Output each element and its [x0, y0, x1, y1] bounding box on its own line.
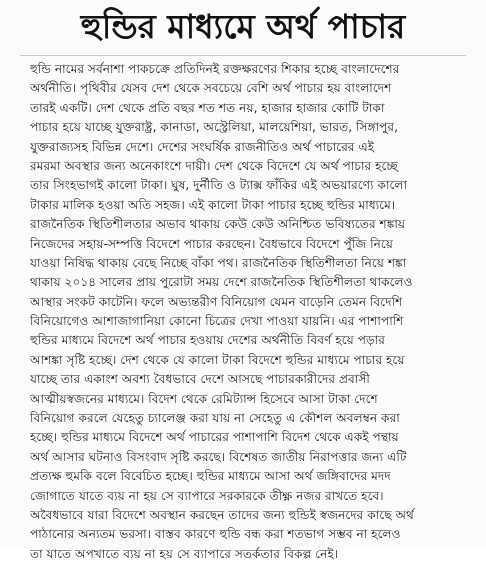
body-line: অর্থ আসার ঘটনাও বিসংবাদ সৃষ্টি করছে। বিশেষত জাতীয় নিরাপত্তার জন্য এটি [30, 449, 407, 464]
body-line: আশঙ্কা সৃষ্টি হচ্ছে। দেশ থেকে যে কালো টাকা বিদেশে হুন্ডির মাধ্যমে পাচার হয়ে [30, 352, 405, 367]
body-line: রাজনৈতিক স্থিতিশীলতার অভাব থাকায় কেউ কেউ অনিশ্চিত ভবিষ্যতের শঙ্কায় [30, 217, 406, 232]
body-line: তা যাতে অপখাতে ব্যয় না হয় সে ব্যাপারে সতর্কতার বিকল্প নেই। [30, 546, 339, 561]
body-line: তারই একটি। দেশ থেকে প্রতি বছর শত শত নয়, হাজার হাজার কোটি টাকা [30, 100, 385, 115]
body-line: আত্মীয়স্বজনের মাধ্যমে। বিদেশ থেকে রেমিট্যান্স হিসেবে আসা টাকা দেশে [30, 391, 378, 406]
headline: হুন্ডির মাধ্যমে অর্থ পাচার [80, 7, 406, 46]
body-line: টাকার মালিক হওয়া অতি সহজ। এই কালো টাকা পাচার হচ্ছে হুন্ডির মাধ্যমে। [30, 197, 396, 212]
body-line: রমরমা অবস্থার জন্য অনেকাংশে দায়ী। দেশ থেকে বিদেশে যে অর্থ পাচার হচ্ছে [30, 158, 398, 173]
body-line: থাকায় ২০১৪ সালের প্রায় পুরোটা সময় দেশে রাজনৈতিক স্থিতিশীলতা থাকলেও [30, 275, 413, 290]
body-line: পাচার হয়ে যাচ্ছে যুক্তরাষ্ট্র, কানাডা, অস্ট্রেলিয়া, মালয়েশিয়া, ভারত, সিঙ্গাপুর, [30, 120, 399, 135]
body-line: প্রত্যক্ষ হুমকি বলে বিবেচিত হচ্ছে। হুন্ডির মাধ্যমে আসা অর্থ জঙ্গিবাদের মদদ [30, 469, 391, 484]
body-line: যাচ্ছে তার একাংশ অবশ্য বৈধভাবে দেশে আসছে পাচারকারীদের প্রবাসী [30, 372, 370, 387]
body-line: অবৈধভাবে যারা বিদেশে অবস্থান করছেন তাদের জন্য হুন্ডিই স্বজনদের কাছে অর্থ [30, 507, 414, 522]
body-line: নিজেদের সহায়-সম্পত্তি বিদেশে পাচার করছেন। বৈধভাবে বিদেশে পুঁজি নিয়ে [30, 236, 393, 251]
body-line: হুন্ডি নামের সর্বনাশা পাকচক্রে প্রতিদিনই রক্তক্ষরণের শিকার হচ্ছে বাংলাদেশের [30, 62, 400, 76]
article-body [30, 60, 468, 564]
headline-divider [20, 55, 466, 56]
body-line: বিনিয়োগেও আশাজাগানিয়া কোনো চিত্রের দেখা পাওয়া যায়নি। এর পাশাপাশি [30, 314, 404, 329]
body-line: হুন্ডির মাধ্যমে বিদেশে অর্থ পাচার হওয়ায় দেশের অর্থনীতি বিবর্ণ হয়ে পড়ার [30, 333, 385, 348]
body-line: তার সিংহভাগই কালো টাকা। ঘুষ, দুর্নীতি ও ট্যাক্স ফাঁকির এই অভয়ারণ্যে কালো [30, 178, 408, 193]
body-line: পাঠানোর অন্যতম ভরসা। বাস্তব কারণে হুন্ডি বন্ধ করা শতভাগ সম্ভব না হলেও [30, 527, 401, 542]
body-line: অর্থনীতি। পৃথিবীর যেসব দেশ থেকে সবচেয়ে বেশি অর্থ পাচার হয় বাংলাদেশ [30, 81, 392, 96]
body-line: যুক্তরাজ্যসহ বিভিন্ন দেশে। দেশের সংঘর্ষিক রাজনীতিও অর্থ পাচারের এই [30, 139, 375, 154]
body-line: যাওয়া নিষিদ্ধ থাকায় বেছে নিচ্ছে বাঁকা পথ। রাজনৈতিক স্থিতিশীলতা নিয়ে শঙ্কা [30, 255, 407, 270]
body-line: জোগাতে যাতে ব্যয় না হয় সে ব্যাপারে সরকারকে তীক্ষ্ণ নজর রাখতে হবে। [30, 488, 384, 503]
body-line: বিনিয়োগ করলে যেহেতু চ্যালেঞ্জ করা যায় না সেহেতু এ কৌশল অবলম্বন করা [30, 411, 400, 426]
body-line: আস্থার সংকট কাটেনি। ফলে অভ্যন্তরীণ বিনিয়োগ যেমন বাড়েনি তেমন বিদেশি [30, 294, 403, 309]
body-line: হচ্ছে। হুন্ডির মাধ্যমে বিদেশে অর্থ পাচারের পাশাপাশি বিদেশ থেকে একই পন্থায় [30, 430, 399, 445]
